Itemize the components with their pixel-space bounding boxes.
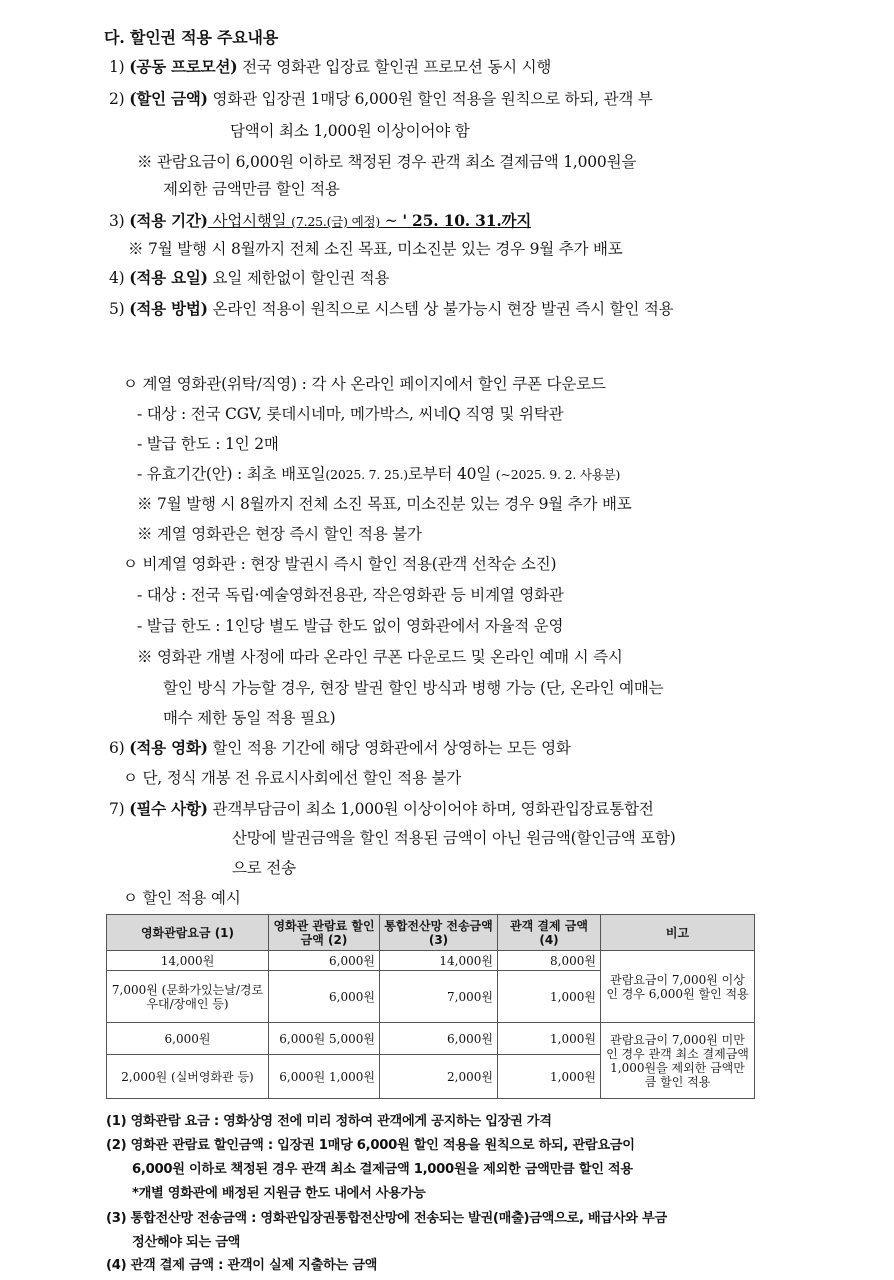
cell-sent: 7,000원 <box>380 971 498 1023</box>
chain-cinema-note-1: ※ 7월 발행 시 8월까지 전체 소진 목표, 미소진분 있는 경우 9월 추가 배포 <box>137 495 632 513</box>
item-3-number: 3) <box>109 212 125 230</box>
discount-example-table <box>106 914 755 1099</box>
cell-remark-a: 관람요금이 7,000원 이상인 경우 6,000원 할인 적용 <box>601 951 755 1023</box>
section-title: 다. 할인권 적용 주요내용 <box>104 28 279 47</box>
item-3-end-date: ' 25. 10. 31.까지 <box>402 211 532 230</box>
cell-sent: 14,000원 <box>380 951 498 971</box>
table-header-row <box>107 915 755 951</box>
cell-sent: 2,000원 <box>380 1055 498 1099</box>
header-discount: 영화관 관람료 할인금액 (2) <box>269 915 380 951</box>
item-4-label: (적용 요일) <box>129 268 208 287</box>
item-2-note-2: 제외한 금액만큼 할인 적용 <box>163 180 340 198</box>
cell-discount: 6,000원 <box>269 951 380 971</box>
nonchain-cinema-limit: - 발급 한도 : 1인당 별도 발급 한도 없이 영화관에서 자율적 운영 <box>137 617 564 635</box>
cell-discount: 6,000원 5,000원 <box>269 1023 380 1055</box>
footnote-2-cont: 6,000원 이하로 책정된 경우 관객 최소 결제금액 1,000원을 제외한 금액만큼 할인 적용 <box>132 1162 633 1177</box>
item-4-number: 4) <box>109 269 125 287</box>
header-fee: 영화관람요금 (1) <box>107 915 269 951</box>
validity-first-date: (2025. 7. 25.) <box>325 467 408 482</box>
item-7-number: 7) <box>109 800 125 818</box>
item-2 <box>109 87 653 111</box>
item-1-number: 1) <box>109 58 125 76</box>
item-7-label: (필수 사항) <box>129 799 208 818</box>
cell-payment: 1,000원 <box>498 971 601 1023</box>
validity-duration: 로부터 40일 <box>407 465 496 483</box>
footnote-1: (1) 영화관람 요금 : 영화상영 전에 미리 정하여 관객에게 공지하는 입장권 가격 <box>106 1114 552 1129</box>
cell-discount: 6,000원 <box>269 971 380 1023</box>
item-7-text-cont-2: 으로 전송 <box>232 859 296 877</box>
item-7-text: 관객부담금이 최소 1,000원 이상이어야 하며, 영화관입장료통합전 <box>207 800 654 818</box>
cell-payment: 8,000원 <box>498 951 601 971</box>
item-2-label: (할인 금액) <box>129 89 208 108</box>
item-1 <box>109 55 551 79</box>
item-4 <box>109 266 389 290</box>
item-7-text-cont-1: 산망에 발권금액을 할인 적용된 금액이 아닌 원금액(할인금액 포함) <box>232 829 676 847</box>
footnote-4: (4) 관객 결제 금액 : 관객이 실제 지출하는 금액 <box>106 1258 378 1273</box>
footnote-3: (3) 통합전산망 전송금액 : 영화관입장권통합전산망에 전송되는 발권(매출)금액으로, 배급사와 부금 <box>106 1211 667 1226</box>
table-row <box>107 1023 755 1055</box>
item-3-note: ※ 7월 발행 시 8월까지 전체 소진 목표, 미소진분 있는 경우 9월 추가 배포 <box>128 240 623 258</box>
chain-cinema-title: ㅇ 계열 영화관(위탁/직영) : 각 사 온라인 페이지에서 할인 쿠폰 다운로드 <box>123 375 606 393</box>
header-payment: 관객 결제 금액 (4) <box>498 915 601 951</box>
cell-fee: 2,000원 (실버영화관 등) <box>107 1055 269 1099</box>
item-7 <box>109 797 654 821</box>
footnote-2: (2) 영화관 관람료 할인금액 : 입장권 1매당 6,000원 할인 적용을 원칙으로 하되, 관람요금이 <box>106 1138 635 1153</box>
validity-label: - 유효기간(안) : 최초 배포일 <box>137 465 326 483</box>
nonchain-cinema-target: - 대상 : 전국 독립·예술영화전용관, 작은영화관 등 비계열 영화관 <box>137 586 564 604</box>
item-1-text: 전국 영화관 입장료 할인권 프로모션 동시 시행 <box>237 58 552 76</box>
item-3-label: (적용 기간) <box>129 211 208 230</box>
item-3-tilde: ~ <box>380 212 403 230</box>
cell-payment: 1,000원 <box>498 1023 601 1055</box>
cell-fee: 14,000원 <box>107 951 269 971</box>
nonchain-cinema-note-2: 할인 방식 가능할 경우, 현장 발권 할인 방식과 병행 가능 (단, 온라인 예매는 <box>163 679 664 697</box>
item-3 <box>109 209 531 234</box>
nonchain-cinema-note-3: 매수 제한 동일 적용 필요) <box>163 709 336 727</box>
item-3-start: 사업시행일 <box>207 212 292 230</box>
item-6 <box>109 736 571 760</box>
item-5-label: (적용 방법) <box>129 299 208 318</box>
cell-fee: 7,000원 (문화가있는날/경로우대/장애인 등) <box>107 971 269 1023</box>
item-4-text: 요일 제한없이 할인권 적용 <box>207 269 390 287</box>
item-6-text: 할인 적용 기간에 해당 영화관에서 상영하는 모든 영화 <box>207 739 571 757</box>
nonchain-cinema-title: ㅇ 비계열 영화관 : 현장 발권시 즉시 할인 적용(관객 선착순 소진) <box>123 555 557 573</box>
cell-discount: 6,000원 1,000원 <box>269 1055 380 1099</box>
item-5-text: 온라인 적용이 원칙으로 시스템 상 불가능시 현장 발권 즉시 할인 적용 <box>207 300 674 318</box>
chain-cinema-target: - 대상 : 전국 CGV, 롯데시네마, 메가박스, 씨네Q 직영 및 위탁관 <box>137 405 564 423</box>
nonchain-cinema-note-1: ※ 영화관 개별 사정에 따라 온라인 쿠폰 다운로드 및 온라인 예매 시 즉시 <box>137 648 623 666</box>
item-1-label: (공동 프로모션) <box>129 57 238 76</box>
item-6-sub: ㅇ 단, 정식 개봉 전 유료시사회에선 할인 적용 불가 <box>123 769 462 787</box>
cell-remark-b: 관람요금이 7,000원 미만인 경우 관객 최소 결제금액 1,000원을 제외한 금액만큼 할인 적용 <box>601 1023 755 1099</box>
footnote-2-extra: *개별 영화관에 배정된 지원금 한도 내에서 사용가능 <box>132 1186 426 1201</box>
item-3-start-date: (7.25.(금) 예정) <box>291 214 381 229</box>
item-2-text-cont: 담액이 최소 1,000원 이상이어야 함 <box>230 122 470 140</box>
chain-cinema-note-2: ※ 계열 영화관은 현장 즉시 할인 적용 불가 <box>137 525 422 543</box>
cell-payment: 1,000원 <box>498 1055 601 1099</box>
chain-cinema-limit: - 발급 한도 : 1인 2매 <box>137 435 279 453</box>
example-title: ㅇ 할인 적용 예시 <box>123 889 241 907</box>
chain-cinema-validity <box>137 462 620 487</box>
item-2-number: 2) <box>109 90 125 108</box>
header-remarks: 비고 <box>601 915 755 951</box>
validity-end-date: (~2025. 9. 2. 사용분) <box>495 467 621 482</box>
cell-sent: 6,000원 <box>380 1023 498 1055</box>
item-2-note-1: ※ 관람요금이 6,000원 이하로 책정된 경우 관객 최소 결제금액 1,000원을 <box>137 153 637 171</box>
header-sent-amount: 통합전산망 전송금액 (3) <box>380 915 498 951</box>
item-5 <box>109 297 673 321</box>
item-2-text: 영화관 입장권 1매당 6,000원 할인 적용을 원칙으로 하되, 관객 부 <box>207 90 653 108</box>
item-3-text <box>208 212 531 230</box>
footnote-3-cont: 정산해야 되는 금액 <box>132 1235 241 1250</box>
item-6-label: (적용 영화) <box>129 738 208 757</box>
table-row <box>107 951 755 971</box>
item-6-number: 6) <box>109 739 125 757</box>
cell-fee: 6,000원 <box>107 1023 269 1055</box>
item-5-number: 5) <box>109 300 125 318</box>
